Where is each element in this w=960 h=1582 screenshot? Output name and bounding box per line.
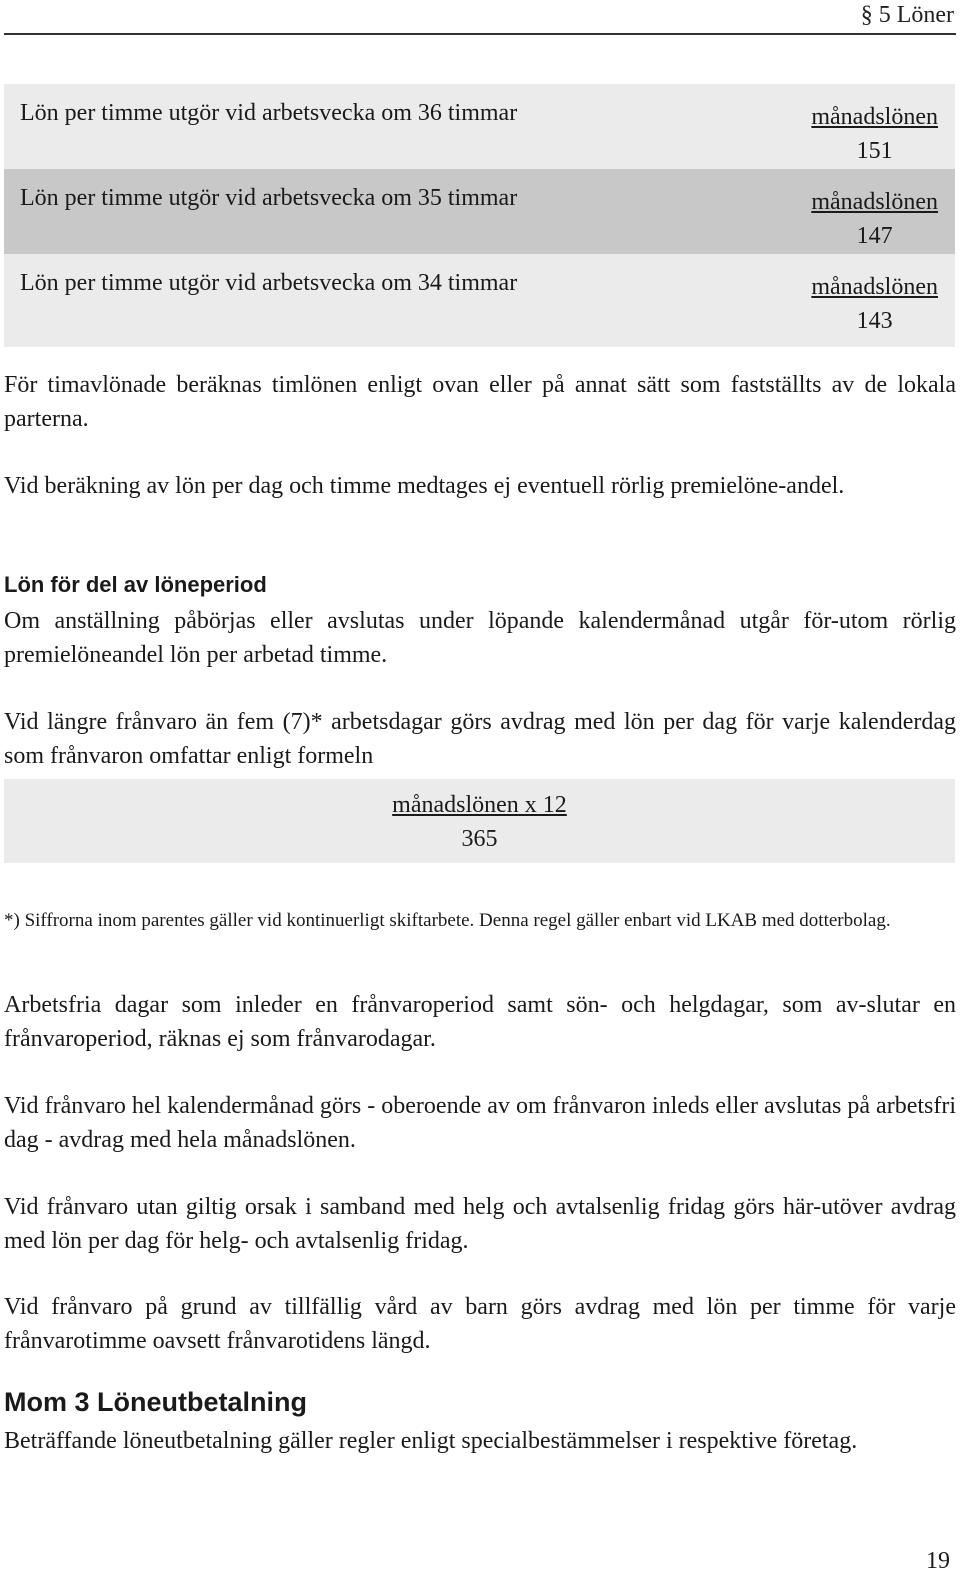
paragraph-arbetsfria: Arbetsfria dagar som inleder en frånvaroperiod samt sön- och helgdagar, som av-slutar en frånvaroperiod, räknas ej som frånvarodagar. (4, 992, 956, 1052)
hourly-rate-table (4, 84, 955, 347)
rate-label: Lön per timme utgör vid arbetsvecka om 34 timmar (20, 270, 518, 296)
rate-label: Lön per timme utgör vid arbetsvecka om 36 timmar (20, 100, 518, 126)
rate-row (4, 254, 955, 347)
paragraph-hel-manad: Vid frånvaro hel kalendermånad görs - oberoende av om frånvaron inleds eller avslutas på arbetsfri dag - avdrag med hela månadslönen. (4, 1093, 956, 1153)
rate-fraction (811, 100, 938, 168)
formula-numerator: månadslönen x 12 (392, 792, 567, 818)
paragraph-mom3: Beträffande löneutbetalning gäller regler enligt specialbestämmelser i respektive företag. (4, 1428, 858, 1454)
paragraph-premieloneandel: Vid beräkning av lön per dag och timme medtages ej eventuell rörlig premielöne-andel. (4, 473, 845, 499)
paragraph-del-av-loneperiod: Om anställning påbörjas eller avslutas under löpande kalendermånad utgår för-utom rörlig premielöneandel lön per arbetad timme. (4, 608, 956, 668)
heading-mom3: Mom 3 Löneutbetalning (4, 1387, 307, 1417)
rate-row (4, 84, 955, 169)
paragraph-timavlonade: För timavlönade beräknas timlönen enligt ovan eller på annat sätt som fastställts av de lokala parterna. (4, 372, 956, 432)
paragraph-giltig-orsak: Vid frånvaro utan giltig orsak i samband med helg och avtalsenlig fridag görs här-utöver avdrag med lön per dag för helg- och avtalsenlig fridag. (4, 1194, 956, 1254)
page-number: 19 (926, 1548, 950, 1574)
header-divider (4, 33, 956, 35)
formula-box (4, 779, 955, 863)
rate-numerator: månadslönen (811, 274, 938, 300)
rate-row (4, 169, 955, 254)
section-header: § 5 Löner (860, 2, 954, 28)
rate-fraction (811, 270, 938, 338)
formula-denominator: 365 (461, 826, 498, 852)
rate-denominator: 147 (856, 223, 893, 249)
rate-numerator: månadslönen (811, 189, 938, 215)
paragraph-franvaro: Vid längre frånvaro än fem (7)* arbetsdagar görs avdrag med lön per dag för varje kalenderdag som frånvaron omfattar enligt formeln (4, 709, 956, 769)
paragraph-vard-av-barn: Vid frånvaro på grund av tillfällig vård av barn görs avdrag med lön per timme för varje frånvarotimme oavsett frånvarotidens längd. (4, 1294, 956, 1354)
rate-denominator: 143 (856, 308, 893, 334)
footnote: *) Siffrorna inom parentes gäller vid kontinuerligt skiftarbete. Denna regel gäller enbart vid LKAB med dotterbolag. (4, 910, 891, 931)
rate-label: Lön per timme utgör vid arbetsvecka om 35 timmar (20, 185, 518, 211)
rate-fraction (811, 185, 938, 253)
rate-denominator: 151 (856, 138, 893, 164)
rate-numerator: månadslönen (811, 104, 938, 130)
heading-del-av-loneperiod: Lön för del av löneperiod (4, 572, 267, 597)
